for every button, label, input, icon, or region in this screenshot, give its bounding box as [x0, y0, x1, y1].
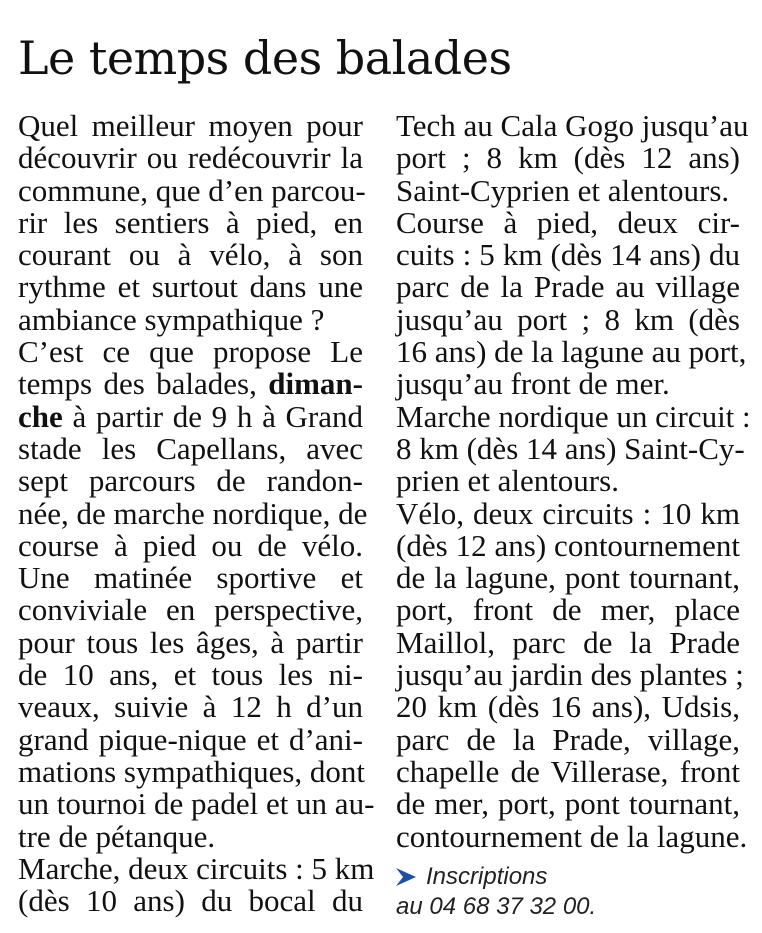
- body-line-with-bold: [18, 368, 363, 400]
- body-line: stade les Capellans, avec: [18, 430, 363, 466]
- body-line: parc de la Prade, village,: [396, 721, 740, 757]
- body-line: (dès 12 ans) contournement: [396, 527, 740, 563]
- article-column-right: [396, 108, 751, 854]
- bold-day: diman-: [268, 366, 363, 402]
- body-line: course à pied ou de vélo.: [18, 527, 363, 563]
- body-line: de mer, port, pont tournant,: [396, 786, 740, 822]
- body-line: Saint-Cyprien et alentours.: [396, 172, 730, 208]
- body-line: jusqu’au jardin des plantes ;: [396, 657, 744, 693]
- body-line: Vélo, deux circuits : 10 km: [396, 495, 740, 531]
- body-line: Tech au Cala Gogo jusqu’au: [396, 108, 749, 143]
- body-line: port ; 8 km (dès 12 ans): [396, 140, 740, 176]
- body-line: tre de pétanque.: [18, 818, 216, 854]
- body-line: C’est ce que propose Le: [18, 334, 363, 370]
- body-line: 20 km (dès 16 ans), Udsis,: [396, 689, 740, 725]
- article-column-left: [18, 108, 375, 919]
- body-line: courant ou à vélo, à son: [18, 237, 363, 273]
- body-line: Marche nordique un circuit :: [396, 398, 751, 434]
- body-line: pour tous les âges, à partir: [18, 624, 363, 660]
- body-line: Une matinée sportive et: [18, 560, 363, 596]
- registration-label: Inscriptions: [426, 863, 548, 890]
- body-text: temps des balades,: [18, 366, 257, 402]
- body-line: parc de la Prade au village: [396, 269, 740, 305]
- body-line: chapelle de Villerase, front: [396, 753, 740, 789]
- body-line: de la lagune, pont tournant,: [396, 560, 740, 596]
- body-line: rir les sentiers à pied, en: [18, 204, 363, 240]
- body-line: ambiance sympathique ?: [18, 301, 325, 337]
- body-line: née, de marche nordique, de: [18, 495, 368, 531]
- body-line: jusqu’au front de mer.: [396, 366, 670, 402]
- body-line: Maillol, parc de la Prade: [396, 624, 740, 660]
- registration-label-line: [396, 862, 596, 892]
- body-line: contournement de la lagune.: [396, 818, 748, 854]
- body-line: rythme et surtout dans une: [18, 269, 363, 305]
- body-line: découvrir ou redécouvrir la: [18, 140, 363, 176]
- body-line: conviviale en perspective,: [18, 592, 363, 628]
- body-line: Quel meilleur moyen pour: [18, 108, 363, 143]
- body-line: cuits : 5 km (dès 14 ans) du: [396, 237, 740, 273]
- registration-info: [396, 862, 596, 922]
- body-line: sept parcours de randon-: [18, 463, 363, 499]
- body-line: (dès 10 ans) du bocal du: [18, 883, 363, 919]
- body-line: grand pique-nique et d’ani-: [18, 721, 363, 757]
- body-line: mations sympathiques, dont: [18, 753, 366, 789]
- body-line: 16 ans) de la lagune au port,: [396, 334, 747, 370]
- body-line: jusqu’au port ; 8 km (dès: [396, 301, 740, 337]
- body-line: Course à pied, deux cir-: [396, 204, 740, 240]
- registration-phone: au 04 68 37 32 00.: [396, 893, 597, 920]
- body-line: 8 km (dès 14 ans) Saint-Cy-: [396, 430, 745, 466]
- body-line: un tournoi de padel et un au-: [18, 786, 375, 822]
- bold-day: che: [18, 398, 63, 434]
- arrow-right-icon: [396, 868, 416, 886]
- body-line: veaux, suivie à 12 h d’un: [18, 689, 363, 725]
- body-line: de 10 ans, et tous les ni-: [18, 657, 363, 693]
- body-line: commune, que d’en parcou-: [18, 172, 366, 208]
- body-line: port, front de mer, place: [396, 592, 740, 628]
- body-text: à partir de 9 h à Grand: [62, 398, 363, 434]
- body-line: Marche, deux circuits : 5 km: [18, 850, 375, 886]
- article-title: Le temps des balades: [18, 31, 512, 85]
- body-line-with-bold: [18, 398, 363, 434]
- body-line: prien et alentours.: [396, 463, 619, 499]
